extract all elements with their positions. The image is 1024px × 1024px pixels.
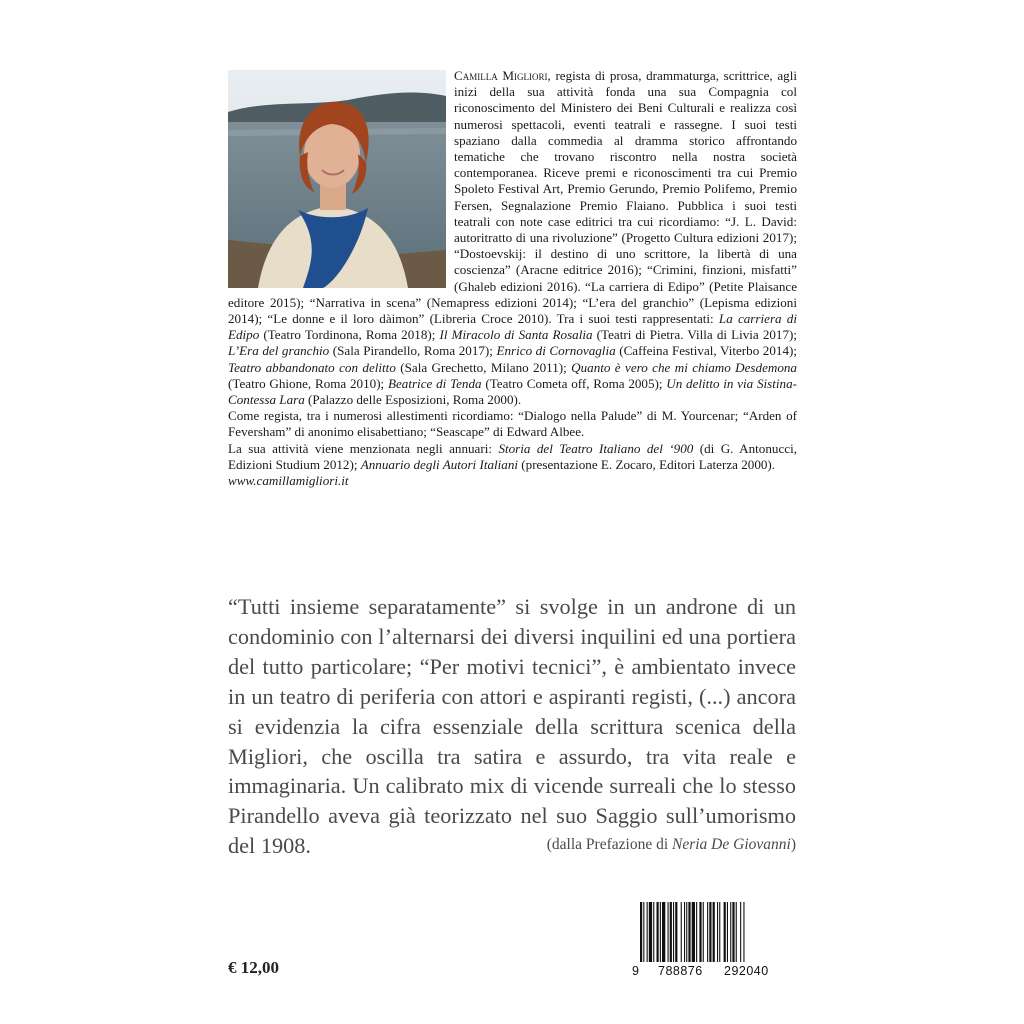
- quote-source: [547, 836, 796, 854]
- photo-spacer: [228, 68, 454, 290]
- barcode-group-right: 292040: [724, 964, 769, 978]
- author-name: Camilla Migliori: [454, 68, 548, 83]
- barcode-bar: [643, 902, 644, 962]
- barcode-bar: [724, 902, 726, 962]
- barcode-bar: [668, 902, 669, 962]
- barcode-bar: [686, 902, 687, 962]
- author-website[interactable]: [228, 473, 797, 489]
- bio-paragraph-mentions: [228, 441, 797, 473]
- work-title: Beatrice di Tenda: [387, 375, 482, 391]
- mentions-text: (di G. Antonucci, Edizioni Studium 2012);: [228, 440, 797, 472]
- barcode-bar: [688, 902, 690, 962]
- author-bio: [228, 68, 797, 489]
- barcode-bar: [657, 902, 659, 962]
- barcode-bar: [736, 902, 737, 962]
- isbn-barcode: [628, 902, 788, 982]
- barcode-bar: [684, 902, 685, 962]
- barcode-bar: [732, 902, 734, 962]
- price-label: € 12,00: [228, 958, 279, 977]
- barcode-bar: [670, 902, 672, 962]
- barcode-bar: [681, 902, 682, 962]
- bio-paragraph-director: Come regista, tra i numerosi allestimenti ricordiamo: “Dialogo nella Palude” di M. Yourcenar; “Arden of Feversham” di anonimo elisabettiano; “Seascape” di Edward Albee.: [228, 408, 797, 440]
- mentions-title: Annuario degli Autori Italiani: [360, 456, 519, 472]
- mentions-text: La sua attività viene menzionata negli annuari:: [228, 440, 499, 456]
- barcode-bar: [719, 902, 720, 962]
- work-note: (Sala Pirandello, Roma 2017);: [329, 343, 497, 359]
- barcode-bar: [673, 902, 674, 962]
- work-title: Un delitto in via Sistina-Contessa Lara: [228, 375, 797, 408]
- work-title: Enrico di Cornovaglia: [496, 343, 616, 359]
- source-author: Neria De Giovanni: [672, 836, 791, 853]
- work-note: (Palazzo delle Esposizioni, Roma 2000).: [304, 392, 522, 408]
- barcode-bars: [640, 902, 778, 966]
- quote-text: “Tutti insieme separatamente” si svolge in un androne di un condominio con l’alternarsi dei diversi inquilini ed una portiera del tutto particolare; “Per motivi tecnici”, è ambientato invece in un teatro di periferia con attori e aspiranti registi, (...) ancora si evidenzia la cifra essenziale della scrittura scenica della Migliori, che oscilla tra satira e assurdo, tra vita reale e immaginaria. Un calibrato mix di vicende surreali che lo stesso Pirandello aveva già teorizzato nel suo Saggio sull’umorismo del 1908.: [228, 594, 796, 859]
- work-title: L’Era del granchio: [228, 343, 330, 359]
- mentions-text: (presentazione E. Zocaro, Editori Laterza 2000).: [518, 456, 776, 472]
- work-note: (Teatri di Pietra. Villa di Livia 2017);: [592, 327, 798, 343]
- barcode-group-left: 788876: [658, 964, 703, 978]
- barcode-bar: [696, 902, 697, 962]
- work-note: (Caffeina Festival, Viterbo 2014);: [615, 343, 797, 359]
- source-prefix: (dalla Prefazione di: [546, 836, 672, 853]
- barcode-bar: [713, 902, 715, 962]
- barcode-bar: [699, 902, 701, 962]
- barcode-bar: [730, 902, 731, 962]
- bio-intro: , regista di prosa, drammaturga, scrittrice, agli inizi della sua attività fonda una sua Compagnia col riconoscimento del Ministero dei Beni Culturali e realizza così numerosi spettacoli, eventi teatrali e rassegne. I suoi testi spaziano dalla commedia al dramma storico affrontando tematiche che trovano riscontro nella nostra società contemporanea. Riceve premi e riconoscimenti tra cui Premio Spoleto Festival Art, Premio Gerundo, Premio Polifemo, Premio Fersen, Segnalazione Premio Flaiano. Pubblica i suoi testi teatrali con note case editrici tra cui ricordiamo: “J. L. David: autoritratto di una rivoluzione” (Progetto Cultura edizioni 2017); “Dostoevskij: il destino di uno scrittore, la libertà di una coscienza” (Aracne editrice 2016); “Crimini, finzioni, misfatti” (Ghaleb edizioni 2016). “La carriera di Edipo” (Petite Plaisance editore 2015); “Narrativa in scena” (Nemapress edizioni 2014); “L’era del granchio” (Lepisma edizioni 2014); “Le donne e il loro dàimon” (Libreria Croce 2010). Tra i suoi testi rappresentati:: [228, 68, 797, 327]
- barcode-bar: [740, 902, 741, 962]
- work-title: Quanto è vero che mi chiamo Desdemona: [571, 359, 797, 375]
- barcode-bar: [703, 902, 704, 962]
- barcode-bar: [709, 902, 711, 962]
- source-suffix: ): [790, 836, 796, 853]
- preface-quote: [228, 592, 796, 861]
- work-title: Teatro abbandonato con delitto: [228, 359, 396, 375]
- barcode-bar: [727, 902, 728, 962]
- work-note: (Sala Grechetto, Milano 2011);: [395, 359, 572, 375]
- barcode-bar: [717, 902, 718, 962]
- barcode-bar: [653, 902, 654, 962]
- barcode-bar: [662, 902, 665, 962]
- website-link[interactable]: www.camillamigliori.it: [228, 473, 349, 489]
- barcode-bar: [647, 902, 648, 962]
- work-title: La carriera di Edipo: [228, 311, 797, 343]
- barcode-bar: [649, 902, 652, 962]
- barcode-bar: [640, 902, 642, 962]
- work-note: (Teatro Cometa off, Roma 2005);: [481, 375, 667, 391]
- barcode-bar: [707, 902, 708, 962]
- barcode-digit-first: 9: [632, 964, 640, 978]
- mentions-title: Storia del Teatro Italiano del ‘900: [498, 440, 694, 456]
- work-note: (Teatro Tordinona, Roma 2018);: [259, 327, 440, 343]
- barcode-bar: [660, 902, 661, 962]
- work-title: Il Miracolo di Santa Rosalia: [439, 327, 593, 343]
- barcode-bar: [692, 902, 695, 962]
- barcode-bar: [743, 902, 744, 962]
- work-note: (Teatro Ghione, Roma 2010);: [228, 375, 388, 391]
- barcode-bar: [675, 902, 677, 962]
